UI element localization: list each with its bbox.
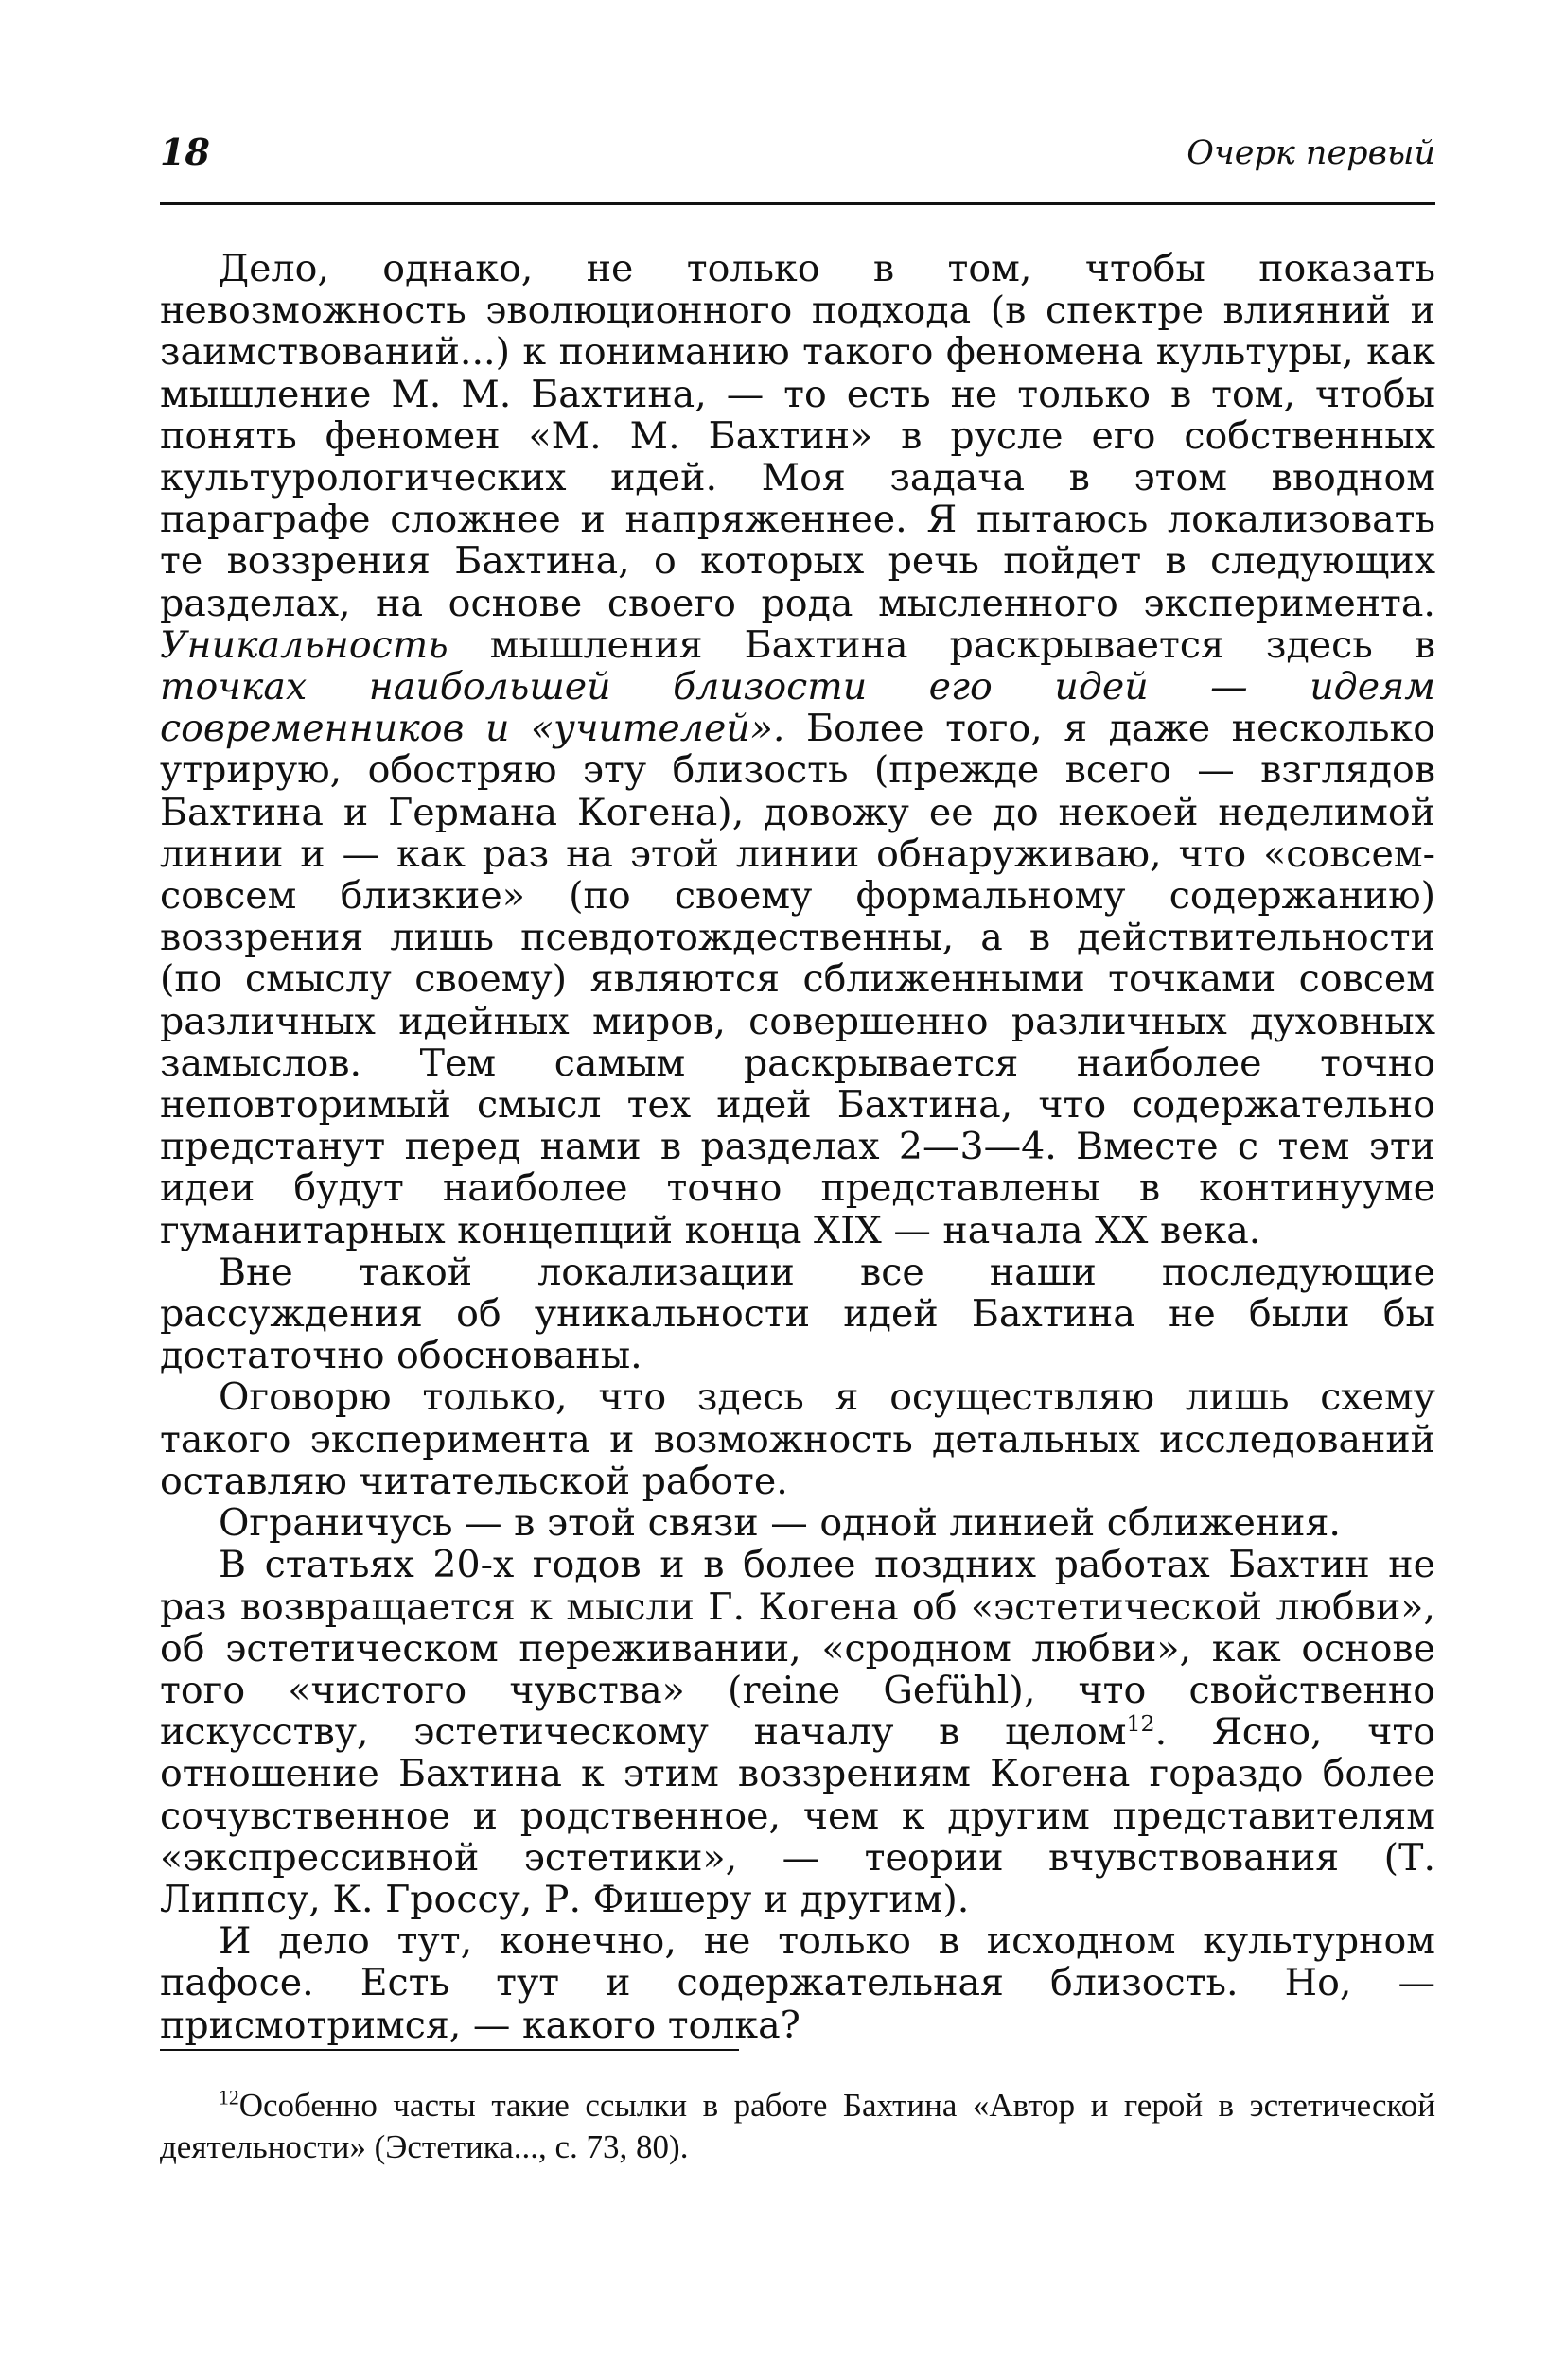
text-run: Дело, однако, не только в том, чтобы показать невозможность эволюционного подхода (в спектре влияний и заимствований...) к пониманию такого феномена культуры, как мышление М. М. Бахтина, — то есть не только в том, чтобы понять феномен «М. М. Бахтин» в русле его собственных культурологических идей. Моя задача в этом вводном параграфе сложнее и напряженнее. Я пытаюсь локализовать те воззрения Бахтина, о которых речь пойдет в следующих разделах, на основе своего рода мысленного эксперимента. bbox=[160, 247, 1435, 625]
paragraph bbox=[160, 248, 1435, 1251]
text-run: . Ясно, что отношение Бахтина к этим воззрениям Когена гораздо более сочувственное и родственное, чем к другим представителям «экспрессивной эстетики», — теории вчувствования (Т. Липпсу, К. Гроссу, Р. Фишеру и другим). bbox=[160, 1710, 1435, 1921]
footnote-reference: 12 bbox=[1126, 1709, 1155, 1737]
italic-run: Уникальность bbox=[160, 622, 448, 667]
text-run: мышления Бахтина раскрывается здесь в bbox=[448, 622, 1435, 667]
header-rule bbox=[160, 202, 1435, 205]
text-run: И дело тут, конечно, не только в исходном культурном пафосе. Есть тут и содержательная близость. Но, — присмотримся, — какого толка? bbox=[160, 1919, 1435, 2047]
paragraph bbox=[160, 1251, 1435, 1377]
footnote bbox=[160, 2085, 1435, 2168]
text-run: Оговорю только, что здесь я осуществляю лишь схему такого эксперимента и возможность детальных исследований оставляю читательской работе. bbox=[160, 1375, 1435, 1503]
paragraph bbox=[160, 1502, 1435, 1544]
running-head bbox=[160, 131, 1435, 187]
footnote-rule bbox=[160, 2049, 739, 2051]
body-text bbox=[160, 248, 1435, 2046]
footnote-text: Особенно часты такие ссылки в работе Бахтина «Автор и герой в эстетической деятельности» (Эстетика..., с. 73, 80). bbox=[160, 2087, 1435, 2165]
text-run: В статьях 20-х годов и в более поздних работах Бахтин не раз возвращается к мысли Г. Когена об «эстетической любви», об эстетическом переживании, «сродном любви», как основе того «чистого чувства» (reine Gefühl), что свойственно искусству, эстетическому началу в целом bbox=[160, 1543, 1435, 1755]
text-run: Ограничусь — в этой связи — одной линией сближения. bbox=[219, 1501, 1341, 1546]
footnote-marker: 12 bbox=[219, 2086, 239, 2109]
italic-run: точках наибольшей близости его идей — идеям современников и «учителей». bbox=[160, 665, 1435, 751]
footnote-paragraph bbox=[160, 2085, 1435, 2168]
text-run: Вне такой локализации все наши последующие рассуждения об уникальности идей Бахтина не были бы достаточно обоснованы. bbox=[160, 1250, 1435, 1378]
page-number: 18 bbox=[160, 131, 210, 173]
text-run: Более того, я даже несколько утрирую, обостряю эту близость (прежде всего — взглядов Бахтина и Германа Когена), довожу ее до некоей неделимой линии и — как раз на этой линии обнаруживаю, что «совсем-совсем близкие» (по своему формальному содержанию) воззрения лишь псевдотождественны, а в действительности (по смыслу своему) являются сближенными точками совсем различных идейных миров, совершенно различных духовных замыслов. Тем самым раскрывается наиболее точно неповторимый смысл тех идей Бахтина, что содержательно предстанут перед нами в разделах 2—3—4. Вместе с тем эти идеи будут наиболее точно представлены в континууме гуманитарных концепций конца XIX — начала XX века. bbox=[160, 707, 1435, 1252]
chapter-title: Очерк первый bbox=[1187, 134, 1435, 172]
paragraph bbox=[160, 1920, 1435, 2046]
paragraph bbox=[160, 1544, 1435, 1920]
paragraph bbox=[160, 1376, 1435, 1502]
